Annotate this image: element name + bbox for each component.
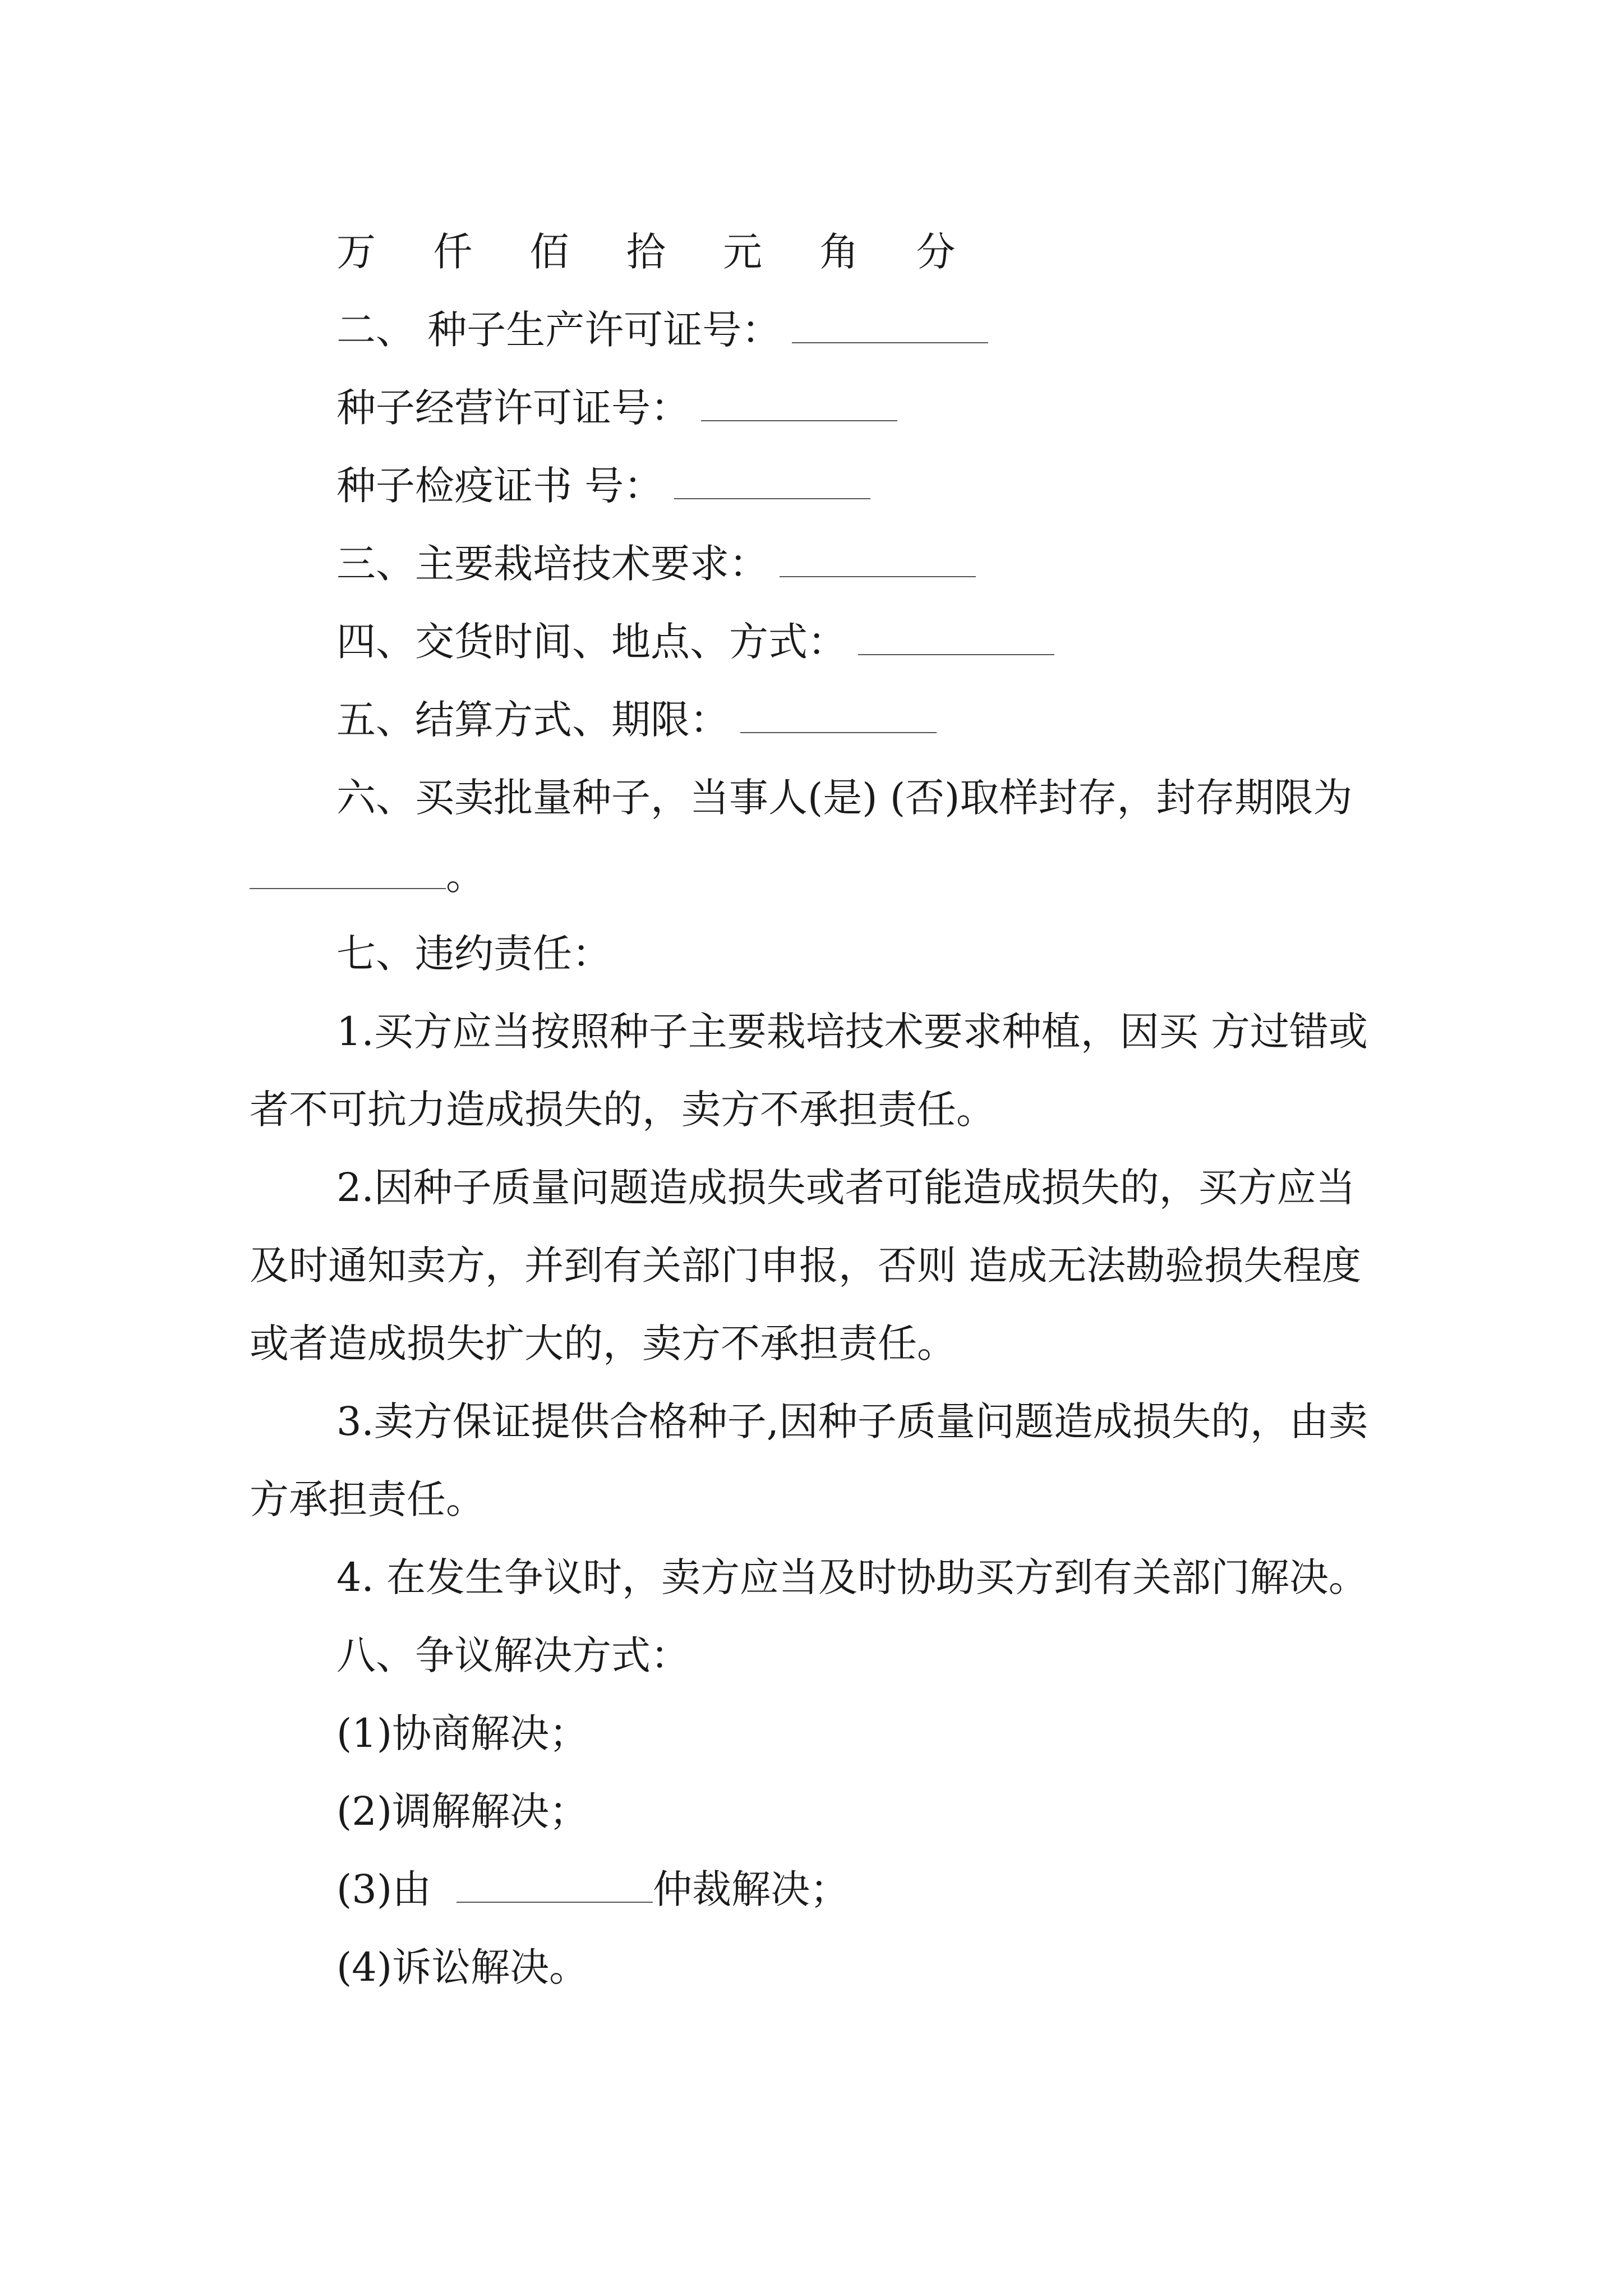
cultivation-requirements-label: 三、主要栽培技术要求： <box>336 541 768 587</box>
liability-item-4: 4. 在发生争议时，卖方应当及时协助买方到有关部门解决。 <box>336 1554 1368 1600</box>
sample-sealing-text: 六、买卖批量种子，当事人(是) (否)取样封存，封存期限为 <box>336 775 1353 821</box>
dispute-option-4: (4)诉讼解决。 <box>336 1944 589 1990</box>
liability-heading: 七、违约责任： <box>336 931 611 977</box>
settlement-blank[interactable] <box>740 701 937 733</box>
delivery-label: 四、交货时间、地点、方式： <box>336 619 847 665</box>
cultivation-requirements-line <box>250 525 1388 603</box>
cultivation-requirements-blank[interactable] <box>780 545 976 577</box>
sample-sealing-paragraph <box>250 759 1388 915</box>
settlement-label: 五、结算方式、期限： <box>336 697 729 743</box>
liability-item-3: 3.卖方保证提供合格种子,因种子质量问题造成损失的，由卖方承担责任。 <box>250 1398 1368 1522</box>
delivery-line <box>250 603 1388 681</box>
seed-production-license-label: 二、 种子生产许可证号： <box>336 307 781 353</box>
dispute-option-3 <box>250 1851 1388 1929</box>
liability-item-1: 1.买方应当按照种子主要栽培技术要求种植，因买 方过错或者不可抗力造成损失的，卖方不承担责任。 <box>250 1009 1368 1133</box>
seed-business-license-blank[interactable] <box>701 389 897 421</box>
seed-quarantine-cert-label: 种子检疫证书 号： <box>336 463 663 509</box>
seed-production-license-blank[interactable] <box>792 311 988 343</box>
liability-item-2: 2.因种子质量问题造成损失或者可能造成损失的，买方应当及时通知卖方，并到有关部门申报，否则 造成无法勘验损失程度或者造成损失扩大的，卖方不承担责任。 <box>250 1165 1362 1366</box>
seed-quarantine-cert-line <box>250 447 1388 525</box>
dispute-heading: 八、争议解决方式： <box>336 1632 690 1678</box>
amount-units-line: 万 仟 佰 拾 元 角 分 <box>336 229 978 275</box>
dispute-option-3-prefix: (3)由 <box>336 1866 432 1912</box>
seed-quarantine-cert-blank[interactable] <box>674 467 870 499</box>
dispute-option-1: (1)协商解决； <box>336 1710 589 1756</box>
dispute-option-2: (2)调解解决； <box>336 1788 589 1834</box>
sample-sealing-end: 。 <box>446 853 485 899</box>
document-body <box>250 213 1388 2007</box>
dispute-option-3-suffix: 仲裁解决； <box>653 1866 850 1912</box>
sealing-period-blank[interactable] <box>250 857 446 889</box>
settlement-line <box>250 681 1388 759</box>
arbitration-body-blank[interactable] <box>457 1870 653 1903</box>
delivery-blank[interactable] <box>858 623 1054 655</box>
seed-business-license-label: 种子经营许可证号： <box>336 385 690 431</box>
seed-business-license-line <box>250 369 1388 447</box>
seed-production-license-line <box>250 291 1388 369</box>
